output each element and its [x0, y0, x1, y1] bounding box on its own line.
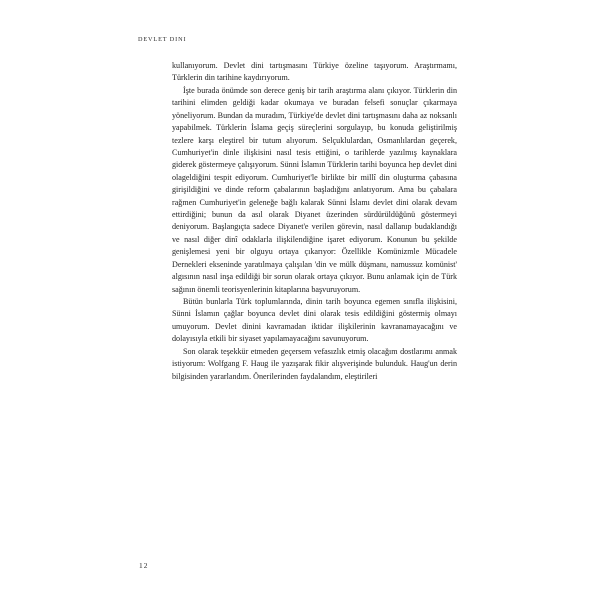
paragraph: İşte burada önümde son derece geniş bir tarih araştırma alanı çıkıyor. Türklerin din tarihini elimden geldiği kadar okumaya ve buradan felsefi sonuçlar çıkarmaya yöneliyorum. Bundan da muradım, Türkiye'de devlet dini tartışmasını daha az noksanlı yapabilmek. Türklerin İslama geçiş süreçlerini sorgulayıp, bu konuda geliştirilmiş tezlere karşı eleştirel bir tutum alıyorum. Selçuklulardan, Osmanlılardan geçerek, Cumhuriyet'in dinle ilişkisini nasıl tesis ettiğini, o tarihlerde yazılmış kaynaklara giderek göstermeye çalışıyorum. Sünni İslamın Türklerin tarihi boyunca hep devlet dini olageldiğini tespit ediyorum. Cumhuriyet'le birlikte bir millî din oluşturma çabasına girişildiğini ve dinde reform çabalarının başladığını anlatıyorum. Ama bu çabalara rağmen Cumhuriyet'in geleneğe bağlı kalarak Sünni İslamı devlet dini olarak devam ettirdiğini; bunun da asıl olarak Diyanet üzerinden sürdürüldüğünü göstermeyi deniyorum. Başlangıçta sadece Diyanet'e verilen görevin, nasıl dallanıp budaklandığı ve nasıl diğer dinî odaklarla ilişkilendiğine işaret ediyorum. Konunun bu şekilde genişlemesi yeni bir olguyu ortaya çıkarıyor: Özellikle Komünizmle Mücadele Dernekleri ekseninde yaratılmaya çalışılan 'din ve mülk düşmanı, namussuz komünist' algısının nasıl inşa edildiği bir sorun olarak ortaya çıkıyor. Bunu anlamak için de Türk sağının önemli teorisyenlerinin kitaplarına başvuruyorum.: [172, 85, 457, 294]
paragraph: Son olarak teşekkür etmeden geçersem vefasızlık etmiş olacağım dostlarımı anmak istiyorum: Wolfgang F. Haug ile yazışarak fikir alışverişinde bulunduk. Haug'un derin bilgisinden yararlandım. Önerilerinden faydalandım, eleştirileri: [172, 346, 457, 381]
paragraph: kullanıyorum. Devlet dini tartışmasını Türkiye özeline taşıyorum. Araştırmamı, Türklerin din tarihine kaydırıyorum.: [172, 61, 457, 83]
running-head: DEVLET DINI: [138, 36, 187, 43]
page-number: 12: [139, 561, 149, 570]
paragraph: Bütün bunlarla Türk toplumlarında, dinin tarih boyunca egemen sınıfla ilişkisini, Sünni İslamın çağlar boyunca devlet dini olarak tesis edildiğini göstermiş olmayı umuyorum. Devlet dinini kavramadan iktidar ilişkilerinin kavranamayacağını ve dolayısıyla etkili bir siyaset yapılamayacağını savunuyorum.: [172, 297, 457, 344]
body-text: [172, 60, 457, 383]
